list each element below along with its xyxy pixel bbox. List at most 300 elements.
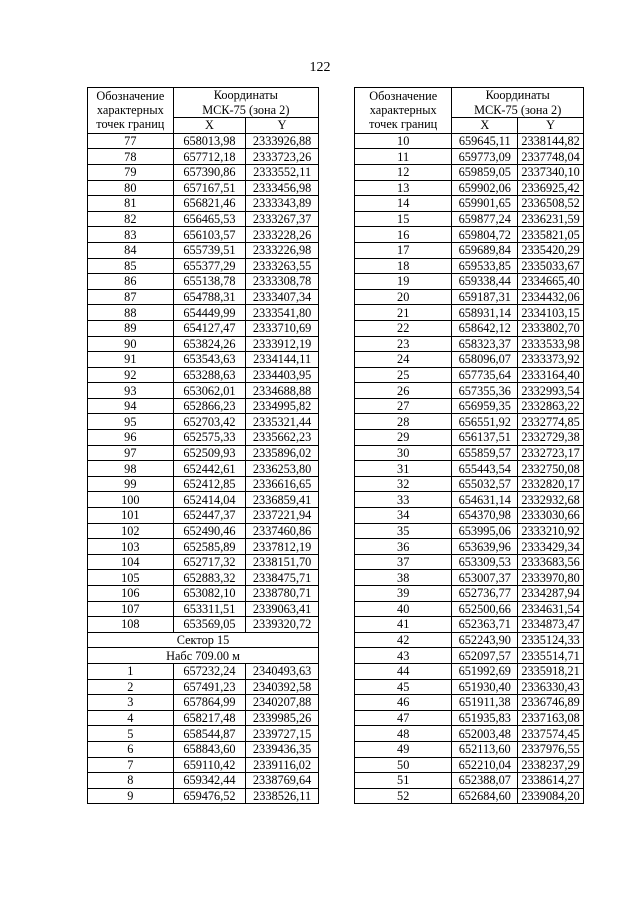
y-coordinate-cell: 2337460,86 (246, 523, 319, 539)
point-number-cell: 106 (88, 586, 174, 602)
y-coordinate-cell: 2332863,22 (518, 398, 584, 414)
point-number-cell: 93 (88, 383, 174, 399)
x-coordinate-cell: 653288,63 (173, 367, 246, 383)
y-coordinate-cell: 2334432,06 (518, 289, 584, 305)
point-number-cell: 30 (355, 445, 452, 461)
point-number-cell: 52 (355, 788, 452, 804)
table-row (88, 461, 319, 477)
point-number-cell: 103 (88, 539, 174, 555)
x-coordinate-cell: 652684,60 (452, 788, 518, 804)
y-coordinate-cell: 2333683,56 (518, 554, 584, 570)
table-row (88, 289, 319, 305)
y-coordinate-cell: 2336231,59 (518, 211, 584, 227)
point-number-cell: 94 (88, 398, 174, 414)
table-row (355, 695, 584, 711)
table-row (355, 773, 584, 789)
x-coordinate-cell: 652703,42 (173, 414, 246, 430)
sector-title: Сектор 15 (88, 632, 319, 648)
point-number-cell: 107 (88, 601, 174, 617)
designation-header-line: Обозначение (369, 89, 438, 104)
x-coordinate-cell: 657390,86 (173, 164, 246, 180)
x-coordinate-cell: 652113,60 (452, 741, 518, 757)
y-coordinate-cell: 2339320,72 (246, 617, 319, 633)
point-number-cell: 101 (88, 508, 174, 524)
point-number-cell: 35 (355, 523, 452, 539)
x-coordinate-cell: 653639,96 (452, 539, 518, 555)
y-coordinate-cell: 2337748,04 (518, 149, 584, 165)
table-row (88, 258, 319, 274)
y-coordinate-cell: 2332932,68 (518, 492, 584, 508)
table-row (88, 164, 319, 180)
table-row (355, 258, 584, 274)
table-row (355, 180, 584, 196)
table-row (88, 227, 319, 243)
point-number-cell: 28 (355, 414, 452, 430)
y-coordinate-cell: 2332729,38 (518, 430, 584, 446)
y-coordinate-cell: 2335321,44 (246, 414, 319, 430)
table-row (355, 149, 584, 165)
y-coordinate-cell: 2335124,33 (518, 632, 584, 648)
table-row (355, 476, 584, 492)
point-number-cell: 44 (355, 663, 452, 679)
point-number-cell: 41 (355, 617, 452, 633)
point-number-cell: 4 (88, 710, 174, 726)
y-coordinate-cell: 2333456,98 (246, 180, 319, 196)
y-coordinate-cell: 2333970,80 (518, 570, 584, 586)
table-row (355, 586, 584, 602)
table-row (88, 757, 319, 773)
point-number-cell: 33 (355, 492, 452, 508)
table-row (355, 398, 584, 414)
y-coordinate-cell: 2339436,35 (246, 741, 319, 757)
point-number-cell: 11 (355, 149, 452, 165)
x-coordinate-cell: 658217,48 (173, 710, 246, 726)
y-coordinate-cell: 2335420,29 (518, 242, 584, 258)
y-coordinate-cell: 2337812,19 (246, 539, 319, 555)
point-number-cell: 105 (88, 570, 174, 586)
point-number-cell: 20 (355, 289, 452, 305)
x-coordinate-cell: 656821,46 (173, 196, 246, 212)
x-coordinate-cell: 652736,77 (452, 586, 518, 602)
point-number-cell: 5 (88, 726, 174, 742)
point-number-cell: 27 (355, 398, 452, 414)
x-coordinate-cell: 656103,57 (173, 227, 246, 243)
y-coordinate-cell: 2332993,54 (518, 383, 584, 399)
right-table-body (355, 133, 584, 804)
point-number-cell: 42 (355, 632, 452, 648)
point-number-cell: 97 (88, 445, 174, 461)
table-row (88, 679, 319, 695)
y-coordinate-cell: 2332774,85 (518, 414, 584, 430)
table-row (355, 336, 584, 352)
table-row (88, 539, 319, 555)
table-row (88, 414, 319, 430)
table-row (355, 414, 584, 430)
table-row (88, 133, 319, 149)
x-coordinate-cell: 652388,07 (452, 773, 518, 789)
designation-header-line: Обозначение (96, 89, 165, 104)
point-number-cell: 23 (355, 336, 452, 352)
point-number-cell: 17 (355, 242, 452, 258)
y-coordinate-cell: 2339116,02 (246, 757, 319, 773)
x-coordinate-cell: 659902,06 (452, 180, 518, 196)
x-coordinate-cell: 652575,33 (173, 430, 246, 446)
x-coordinate-cell: 651935,83 (452, 710, 518, 726)
x-coordinate-cell: 659877,24 (452, 211, 518, 227)
x-coordinate-cell: 658323,37 (452, 336, 518, 352)
y-coordinate-cell: 2340392,58 (246, 679, 319, 695)
designation-header (355, 88, 452, 134)
y-coordinate-cell: 2336616,65 (246, 476, 319, 492)
x-coordinate-cell: 657735,64 (452, 367, 518, 383)
x-coordinate-cell: 652097,57 (452, 648, 518, 664)
x-coordinate-cell: 655443,54 (452, 461, 518, 477)
point-number-cell: 6 (88, 741, 174, 757)
y-coordinate-cell: 2338780,71 (246, 586, 319, 602)
y-coordinate-cell: 2333533,98 (518, 336, 584, 352)
table-row (355, 305, 584, 321)
table-row (88, 180, 319, 196)
table-row (355, 274, 584, 290)
point-number-cell: 92 (88, 367, 174, 383)
x-coordinate-cell: 659689,84 (452, 242, 518, 258)
x-coordinate-cell: 654631,14 (452, 492, 518, 508)
x-coordinate-cell: 652500,66 (452, 601, 518, 617)
table-row (88, 695, 319, 711)
point-number-cell: 45 (355, 679, 452, 695)
x-coordinate-cell: 659773,09 (452, 149, 518, 165)
point-number-cell: 21 (355, 305, 452, 321)
point-number-cell: 46 (355, 695, 452, 711)
y-coordinate-cell: 2336746,89 (518, 695, 584, 711)
y-coordinate-cell: 2335821,05 (518, 227, 584, 243)
y-coordinate-cell: 2334995,82 (246, 398, 319, 414)
point-number-cell: 43 (355, 648, 452, 664)
y-coordinate-cell: 2333373,92 (518, 352, 584, 368)
y-coordinate-cell: 2333912,19 (246, 336, 319, 352)
point-number-cell: 104 (88, 554, 174, 570)
designation-header-line: характерных (369, 103, 437, 118)
table-row (355, 320, 584, 336)
y-coordinate-cell: 2333308,78 (246, 274, 319, 290)
table-row (88, 367, 319, 383)
table-row (88, 352, 319, 368)
point-number-cell: 77 (88, 133, 174, 149)
y-coordinate-cell: 2334631,54 (518, 601, 584, 617)
y-coordinate-cell: 2333343,89 (246, 196, 319, 212)
x-coordinate-cell: 653309,53 (452, 554, 518, 570)
table-row (355, 710, 584, 726)
x-coordinate-cell: 652490,46 (173, 523, 246, 539)
y-coordinate-cell: 2334873,47 (518, 617, 584, 633)
y-coordinate-cell: 2337221,94 (246, 508, 319, 524)
table-row (355, 788, 584, 804)
table-row (355, 227, 584, 243)
table-row (355, 461, 584, 477)
table-row (88, 570, 319, 586)
point-number-cell: 8 (88, 773, 174, 789)
y-coordinate-cell: 2333926,88 (246, 133, 319, 149)
table-row (355, 383, 584, 399)
point-number-cell: 51 (355, 773, 452, 789)
point-number-cell: 80 (88, 180, 174, 196)
table-row (88, 242, 319, 258)
coordinate-system-header: МСК-75 (зона 2) (452, 103, 584, 118)
table-row (355, 508, 584, 524)
point-number-cell: 10 (355, 133, 452, 149)
table-row (355, 352, 584, 368)
x-coordinate-cell: 658544,87 (173, 726, 246, 742)
y-coordinate-cell: 2338475,71 (246, 570, 319, 586)
point-number-cell: 86 (88, 274, 174, 290)
table-row (88, 320, 319, 336)
point-number-cell: 78 (88, 149, 174, 165)
point-number-cell: 38 (355, 570, 452, 586)
table-row (355, 289, 584, 305)
point-number-cell: 95 (88, 414, 174, 430)
x-coordinate-cell: 655739,51 (173, 242, 246, 258)
x-coordinate-cell: 657712,18 (173, 149, 246, 165)
table-row (355, 648, 584, 664)
x-coordinate-cell: 659342,44 (173, 773, 246, 789)
sector-height: Набс 709.00 м (88, 648, 319, 664)
y-coordinate-cell: 2336330,43 (518, 679, 584, 695)
coordinate-system-header: МСК-75 (зона 2) (173, 103, 318, 118)
x-coordinate-cell: 652210,04 (452, 757, 518, 773)
y-coordinate-cell: 2332723,17 (518, 445, 584, 461)
table-row (88, 398, 319, 414)
x-coordinate-cell: 652717,32 (173, 554, 246, 570)
point-number-cell: 83 (88, 227, 174, 243)
point-number-cell: 29 (355, 430, 452, 446)
table-row (355, 741, 584, 757)
x-coordinate-cell: 656465,53 (173, 211, 246, 227)
point-number-cell: 26 (355, 383, 452, 399)
table-row (88, 617, 319, 633)
point-number-cell: 1 (88, 663, 174, 679)
point-number-cell: 48 (355, 726, 452, 742)
y-coordinate-cell: 2334688,88 (246, 383, 319, 399)
y-coordinate-cell: 2339727,15 (246, 726, 319, 742)
table-row (88, 274, 319, 290)
point-number-cell: 13 (355, 180, 452, 196)
table-row (355, 632, 584, 648)
table-row (355, 663, 584, 679)
y-coordinate-cell: 2333030,66 (518, 508, 584, 524)
table-row (88, 336, 319, 352)
x-coordinate-cell: 652447,37 (173, 508, 246, 524)
y-coordinate-cell: 2334665,40 (518, 274, 584, 290)
x-coordinate-cell: 659110,42 (173, 757, 246, 773)
point-number-cell: 108 (88, 617, 174, 633)
y-coordinate-cell: 2339084,20 (518, 788, 584, 804)
x-coordinate-cell: 653569,05 (173, 617, 246, 633)
x-coordinate-cell: 659804,72 (452, 227, 518, 243)
y-coordinate-cell: 2337976,55 (518, 741, 584, 757)
table-row (355, 133, 584, 149)
table-row (88, 586, 319, 602)
x-coordinate-cell: 651911,38 (452, 695, 518, 711)
coordinates-table-left (87, 87, 319, 804)
point-number-cell: 84 (88, 242, 174, 258)
point-number-cell: 22 (355, 320, 452, 336)
table-row (88, 710, 319, 726)
y-coordinate-cell: 2333429,34 (518, 539, 584, 555)
table-row (88, 430, 319, 446)
point-number-cell: 18 (355, 258, 452, 274)
point-number-cell: 50 (355, 757, 452, 773)
point-number-cell: 31 (355, 461, 452, 477)
coordinates-header: Координаты (452, 88, 584, 103)
table-row (355, 539, 584, 555)
point-number-cell: 14 (355, 196, 452, 212)
table-row (88, 663, 319, 679)
point-number-cell: 81 (88, 196, 174, 212)
y-coordinate-cell: 2339063,41 (246, 601, 319, 617)
x-coordinate-cell: 654788,31 (173, 289, 246, 305)
point-number-cell: 88 (88, 305, 174, 321)
y-coordinate-cell: 2334403,95 (246, 367, 319, 383)
y-coordinate-cell: 2339985,26 (246, 710, 319, 726)
y-coordinate-cell: 2336925,42 (518, 180, 584, 196)
y-coordinate-cell: 2340207,88 (246, 695, 319, 711)
y-coordinate-cell: 2333407,34 (246, 289, 319, 305)
x-coordinate-cell: 652363,71 (452, 617, 518, 633)
x-coordinate-cell: 652243,90 (452, 632, 518, 648)
y-coordinate-cell: 2333723,26 (246, 149, 319, 165)
x-coordinate-cell: 659476,52 (173, 788, 246, 804)
point-number-cell: 99 (88, 476, 174, 492)
x-coordinate-cell: 653543,63 (173, 352, 246, 368)
designation-header (88, 88, 174, 134)
y-coordinate-cell: 2340493,63 (246, 663, 319, 679)
table-row (88, 476, 319, 492)
x-coordinate-cell: 653082,10 (173, 586, 246, 602)
y-coordinate-cell: 2333541,80 (246, 305, 319, 321)
point-number-cell: 32 (355, 476, 452, 492)
point-number-cell: 25 (355, 367, 452, 383)
x-coordinate-cell: 652509,93 (173, 445, 246, 461)
point-number-cell: 3 (88, 695, 174, 711)
point-number-cell: 7 (88, 757, 174, 773)
x-coordinate-cell: 653311,51 (173, 601, 246, 617)
table-row (88, 523, 319, 539)
coordinates-table-right (354, 87, 584, 804)
point-number-cell: 102 (88, 523, 174, 539)
x-coordinate-cell: 651930,40 (452, 679, 518, 695)
table-row (355, 757, 584, 773)
y-coordinate-cell: 2333552,11 (246, 164, 319, 180)
table-row (88, 601, 319, 617)
y-coordinate-cell: 2334287,94 (518, 586, 584, 602)
table-row (355, 601, 584, 617)
x-coordinate-cell: 655859,57 (452, 445, 518, 461)
y-coordinate-cell: 2333802,70 (518, 320, 584, 336)
designation-header-line: характерных (96, 103, 164, 118)
table-row (88, 741, 319, 757)
x-coordinate-cell: 659533,85 (452, 258, 518, 274)
table-row (355, 726, 584, 742)
table-row (88, 305, 319, 321)
y-header: Y (246, 118, 319, 134)
y-coordinate-cell: 2332820,17 (518, 476, 584, 492)
y-coordinate-cell: 2332750,08 (518, 461, 584, 477)
y-coordinate-cell: 2338769,64 (246, 773, 319, 789)
x-coordinate-cell: 656959,35 (452, 398, 518, 414)
x-coordinate-cell: 657864,99 (173, 695, 246, 711)
x-coordinate-cell: 652866,23 (173, 398, 246, 414)
y-coordinate-cell: 2336508,52 (518, 196, 584, 212)
x-coordinate-cell: 657167,51 (173, 180, 246, 196)
x-coordinate-cell: 659645,11 (452, 133, 518, 149)
y-coordinate-cell: 2338237,29 (518, 757, 584, 773)
x-coordinate-cell: 653995,06 (452, 523, 518, 539)
point-number-cell: 39 (355, 586, 452, 602)
x-coordinate-cell: 657355,36 (452, 383, 518, 399)
x-coordinate-cell: 656551,92 (452, 414, 518, 430)
table-row (355, 211, 584, 227)
table-row (88, 383, 319, 399)
point-number-cell: 79 (88, 164, 174, 180)
table-row (355, 570, 584, 586)
x-coordinate-cell: 652585,89 (173, 539, 246, 555)
coordinates-header: Координаты (173, 88, 318, 103)
y-coordinate-cell: 2337574,45 (518, 726, 584, 742)
table-row (88, 508, 319, 524)
point-number-cell: 87 (88, 289, 174, 305)
table-row (355, 242, 584, 258)
x-header: X (452, 118, 518, 134)
x-coordinate-cell: 655377,29 (173, 258, 246, 274)
sector-title-row (88, 632, 319, 648)
y-coordinate-cell: 2338144,82 (518, 133, 584, 149)
table-row (88, 492, 319, 508)
x-coordinate-cell: 654127,47 (173, 320, 246, 336)
x-coordinate-cell: 651992,69 (452, 663, 518, 679)
table-row (355, 164, 584, 180)
x-coordinate-cell: 658642,12 (452, 320, 518, 336)
table-row (88, 196, 319, 212)
y-coordinate-cell: 2333164,40 (518, 367, 584, 383)
x-coordinate-cell: 654449,99 (173, 305, 246, 321)
y-coordinate-cell: 2338151,70 (246, 554, 319, 570)
x-coordinate-cell: 652412,85 (173, 476, 246, 492)
point-number-cell: 15 (355, 211, 452, 227)
designation-header-line: точек границ (369, 117, 438, 132)
designation-header-line: точек границ (96, 117, 165, 132)
point-number-cell: 98 (88, 461, 174, 477)
x-coordinate-cell: 652442,61 (173, 461, 246, 477)
x-coordinate-cell: 659338,44 (452, 274, 518, 290)
table-row (355, 430, 584, 446)
table-row (88, 445, 319, 461)
point-number-cell: 40 (355, 601, 452, 617)
x-coordinate-cell: 659901,65 (452, 196, 518, 212)
x-coordinate-cell: 659187,31 (452, 289, 518, 305)
x-coordinate-cell: 657232,24 (173, 663, 246, 679)
table-row (355, 617, 584, 633)
x-coordinate-cell: 654370,98 (452, 508, 518, 524)
y-coordinate-cell: 2336253,80 (246, 461, 319, 477)
point-number-cell: 36 (355, 539, 452, 555)
page-number: 122 (309, 60, 331, 75)
point-number-cell: 24 (355, 352, 452, 368)
y-header: Y (518, 118, 584, 134)
y-coordinate-cell: 2333710,69 (246, 320, 319, 336)
y-coordinate-cell: 2338614,27 (518, 773, 584, 789)
x-coordinate-cell: 659859,05 (452, 164, 518, 180)
table-row (88, 726, 319, 742)
